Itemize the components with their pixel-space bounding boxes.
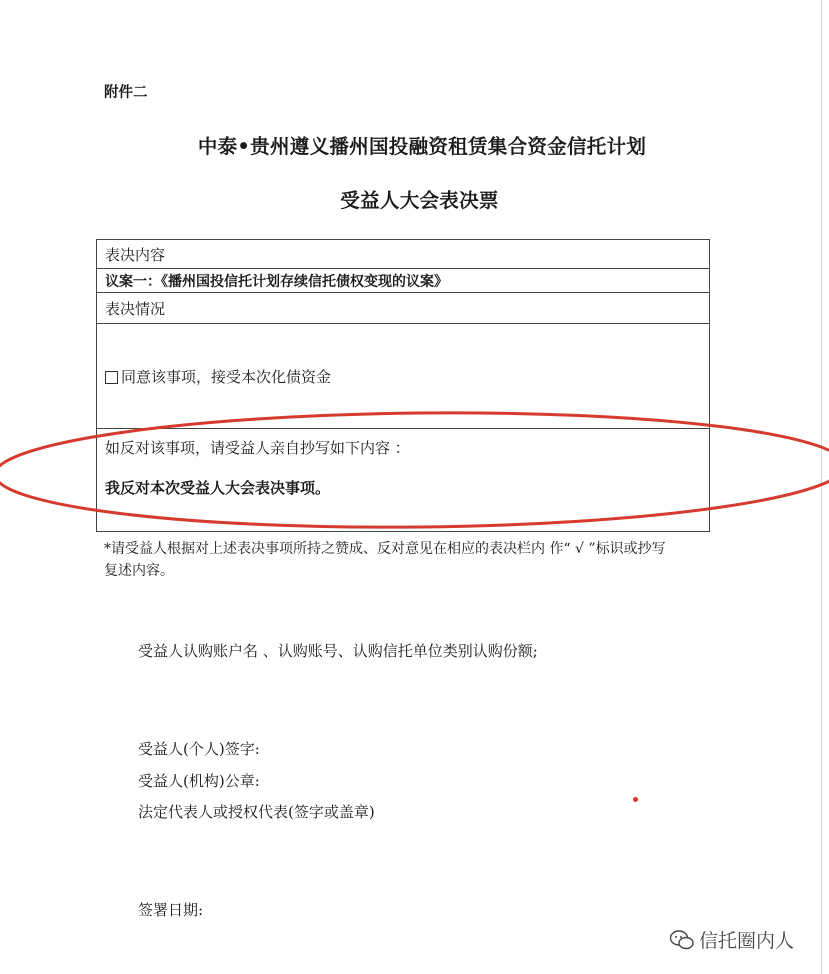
vote-table xyxy=(96,239,710,532)
checkbox-icon[interactable] xyxy=(105,371,118,384)
table-row-agree-option xyxy=(97,324,709,429)
table-row-vote-status xyxy=(97,293,709,324)
watermark-text: 信托圈内人 xyxy=(699,930,795,952)
sign-date-line: 签署日期: xyxy=(138,901,204,919)
red-ink-dot xyxy=(633,797,638,802)
account-info-line: 受益人认购账户名 、认购账号、认购信托单位类别认购份额; xyxy=(138,642,538,660)
footnote-line1: *请受益人根据对上述表决事项所持之赞成、反对意见在相应的表决栏内 作“ √ ”标识或抄写 xyxy=(104,541,666,557)
vote-status-label: 表决情况 xyxy=(105,299,166,318)
oppose-instruction: 如反对该事项，请受益人亲自抄写如下内容 ： xyxy=(105,439,410,457)
attachment-label: 附件二 xyxy=(104,84,148,101)
table-row-proposal xyxy=(97,269,709,293)
proposal-text: 议案一：《播州国投信托计划存续信托债权变现的议案》 xyxy=(105,273,448,290)
document-subtitle: 受益人大会表决票 xyxy=(340,189,499,212)
table-row-vote-content xyxy=(97,240,709,269)
watermark xyxy=(669,926,794,953)
institution-seal-line: 受益人(机构)公章: xyxy=(138,772,260,790)
oppose-statement: 我反对本次受益人大会表决事项。 xyxy=(105,479,331,497)
legal-representative-line: 法定代表人或授权代表(签字或盖章) xyxy=(138,803,375,821)
wechat-icon xyxy=(669,929,695,951)
table-row-oppose-option xyxy=(97,429,709,531)
individual-signature-line: 受益人(个人)签字: xyxy=(138,740,260,758)
footnote xyxy=(104,538,744,582)
vote-content-label: 表决内容 xyxy=(105,245,166,264)
footnote-line2: 复述内容。 xyxy=(104,563,174,579)
document-title: 中泰•贵州遵义播州国投融资租赁集合资金信托计划 xyxy=(197,135,647,158)
agree-option-text: 同意该事项，接受本次化债资金 xyxy=(121,367,332,386)
